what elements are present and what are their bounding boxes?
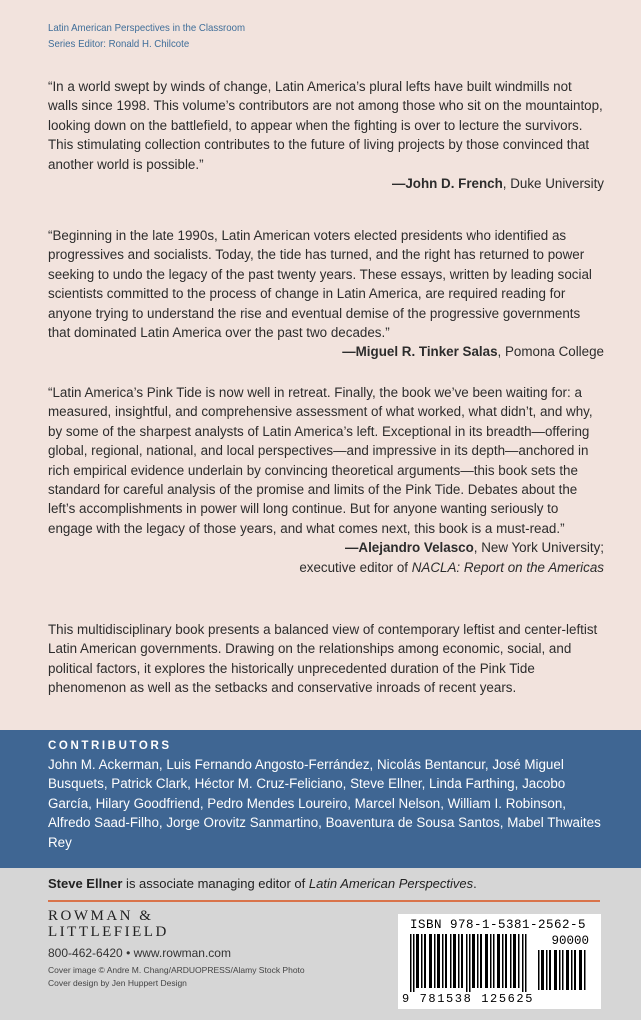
description-text: This multidisciplinary book presents a balanced view of contemporary leftist and center-leftist Latin American governments. Drawing on the relationships among economic, social, and political factors, it explores the historically unprecedented duration of the Pink Tide phenomenon as well as the setbacks and conservative inroads of recent years. (48, 622, 598, 696)
quote-affiliation: , Duke University (502, 176, 604, 192)
quote-text: “Beginning in the late 1990s, Latin American voters elected presidents who identified as progressives and socialists. Today, the tide has turned, and the right has returned to power seeking to undo the legacy of the past twenty years. These essays, written by leading social scientists committed to the process of change in Latin America, are required reading for anyone trying to understand the rise and eventual demise of the progressive governments that dominated Latin America over the past two decades.” —Miguel R. Tinker Salas, Pomona College (48, 226, 604, 342)
editor-name: Steve Ellner (48, 876, 123, 891)
editor-bio: Steve Ellner is associate managing editor of Latin American Perspectives. (48, 876, 477, 891)
barcode (398, 914, 601, 1009)
isbn-label: ISBN 978-1-5381-2562-5 (410, 918, 587, 932)
ean-barcode-graphic (410, 934, 528, 992)
cover-image-credit: Cover image © Andre M. Chang/ARDUOPRESS/Alamy Stock Photo (48, 965, 305, 975)
quote-text: “Latin America’s Pink Tide is now well in retreat. Finally, the book we’ve been waiting for: a measured, insightful, and comprehensive assessment of what worked, what didn’t, and why, by some of the sharpest analysts of Latin America’s left. Exceptional in its breadth—offering global, regional, national, and local perspectives—and impressive in its depth—anchored in rich empirical evidence underlain by convincing theoretical arguments—this book sets the standard for careful analysis of the promise and limits of the Pink Tide. Debates about the left’s accomplishments in power will long continue. But for anyone wanting seriously to engage with the legacy of those years, and what comes next, this book is a must-read.” (48, 385, 593, 536)
quote-author: —John D. French (391, 176, 503, 192)
series-editor: Series Editor: Ronald H. Chilcote (48, 38, 190, 50)
book-description (48, 620, 604, 698)
price-barcode-graphic (538, 950, 588, 990)
publisher-name-line2: LITTLEFIELD (48, 924, 169, 940)
series-title: Latin American Perspectives in the Classroom (48, 22, 246, 34)
contributors-band (0, 730, 641, 868)
quote-author: —Alejandro Velasco (345, 540, 474, 556)
endorsement-french (48, 77, 604, 193)
contributors-list: John M. Ackerman, Luis Fernando Angosto-Ferrández, Nicolás Bentancur, José Miguel Busquets, Patrick Clark, Héctor M. Cruz-Feliciano, Steve Ellner, Linda Farthing, Jacobo García, Hilary Goodfriend, Pedro Mendes Loureiro, Marcel Nelson, William I. Robinson, Alfredo Saad-Filho, Jorge Orovitz Sanmartino, Boaventura de Sousa Santos, Mabel Thwaites Rey (48, 757, 601, 850)
quote-attribution (342, 342, 604, 361)
cover-credits (48, 964, 305, 990)
quote-affiliation: , New York University; (473, 540, 604, 556)
publisher-logo (48, 908, 169, 940)
quote-attribution (48, 174, 604, 193)
quote-author: —Miguel R. Tinker Salas (342, 344, 498, 360)
endorsement-velasco (48, 383, 604, 577)
price-code: 90000 (551, 934, 589, 948)
quote-text: “In a world swept by winds of change, Latin America’s plural lefts have built windmills not walls since 1998. This volume’s contributors are not among those who sit on the mountaintop, looking down on the battlefield, to appear when the fighting is over to lecture the survivors. This stimulating collection contributes to the future of living projects by those convinced that another world is possible.” (48, 79, 603, 172)
quote-affiliation-line2: executive editor of NACLA: Report on the Americas (299, 559, 604, 575)
contributors-heading: CONTRIBUTORS (48, 740, 172, 752)
publisher-name-line1: ROWMAN & (48, 908, 154, 924)
divider (48, 900, 600, 902)
cover-design-credit: Cover design by Jen Huppert Design (48, 978, 187, 988)
barcode-digits: 9 781538 125625 (402, 992, 535, 1006)
series-info (48, 20, 245, 52)
endorsement-tinker-salas (48, 226, 604, 362)
bottom-band (0, 868, 641, 1020)
quote-attribution (48, 538, 604, 557)
publisher-contact: 800-462-6420 • www.rowman.com (48, 946, 231, 960)
quote-affiliation: , Pomona College (497, 344, 604, 360)
